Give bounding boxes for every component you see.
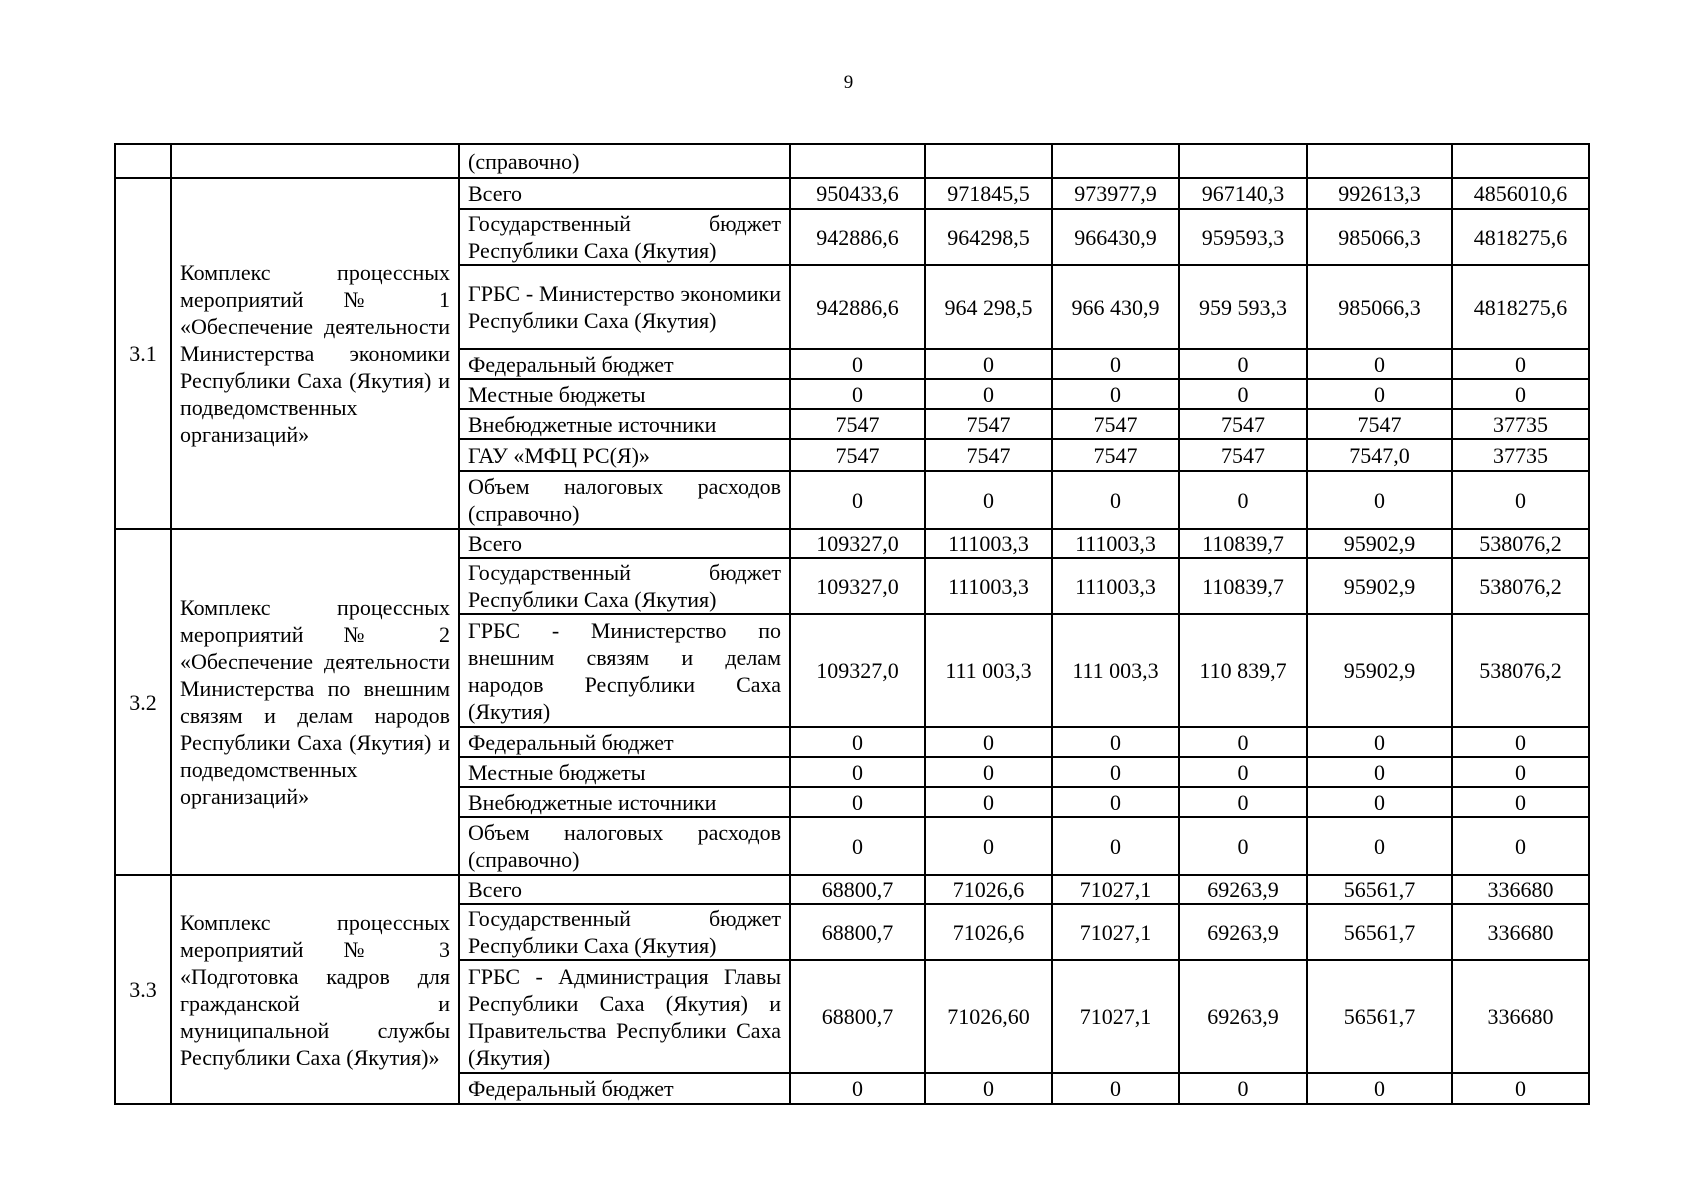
value-cell: 538076,2 — [1452, 558, 1589, 614]
table-row — [115, 529, 1589, 558]
complex-name-cell — [171, 178, 459, 529]
value-cell: 37735 — [1452, 409, 1589, 439]
value-cell: 7547 — [1052, 409, 1179, 439]
value-cell: 0 — [925, 1073, 1052, 1104]
complex-name: Комплекс процессных мероприятий № 3 «Подготовка кадров для гражданской и муниципальной службы Республики Саха (Якутия)» — [180, 909, 450, 1070]
value-cell: 950433,6 — [790, 178, 925, 209]
value-cell: 56561,7 — [1307, 904, 1452, 960]
value-cell: 985066,3 — [1307, 209, 1452, 265]
value-cell: 0 — [1307, 379, 1452, 409]
value-cell: 56561,7 — [1307, 875, 1452, 904]
value-cell: 538076,2 — [1452, 529, 1589, 558]
value-cell: 538076,2 — [1452, 614, 1589, 727]
value-cell: 0 — [1452, 379, 1589, 409]
source-cell: Внебюджетные источники — [459, 787, 790, 817]
value-cell: 0 — [1452, 471, 1589, 529]
source-cell: Объем налоговых расходов (справочно) — [459, 817, 790, 875]
value-cell: 0 — [790, 817, 925, 875]
value-cell — [790, 144, 925, 178]
value-cell: 111003,3 — [1052, 558, 1179, 614]
value-cell: 0 — [1307, 349, 1452, 379]
source-cell: (справочно) — [459, 144, 790, 178]
value-cell: 111 003,3 — [1052, 614, 1179, 727]
value-cell: 973977,9 — [1052, 178, 1179, 209]
row-number-cell: 3.2 — [115, 529, 171, 875]
value-cell: 4856010,6 — [1452, 178, 1589, 209]
value-cell: 0 — [1179, 787, 1307, 817]
value-cell: 0 — [790, 787, 925, 817]
value-cell: 0 — [1052, 349, 1179, 379]
value-cell: 7547 — [1052, 439, 1179, 471]
value-cell: 56561,7 — [1307, 960, 1452, 1073]
value-cell: 0 — [790, 379, 925, 409]
complex-name-cell — [171, 875, 459, 1104]
value-cell: 0 — [1052, 787, 1179, 817]
value-cell: 111003,3 — [925, 558, 1052, 614]
value-cell: 0 — [925, 471, 1052, 529]
value-cell: 109327,0 — [790, 558, 925, 614]
value-cell: 69263,9 — [1179, 960, 1307, 1073]
value-cell — [1052, 144, 1179, 178]
value-cell: 0 — [1452, 787, 1589, 817]
source-cell: Государственный бюджет Республики Саха (Якутия) — [459, 904, 790, 960]
value-cell: 0 — [1452, 1073, 1589, 1104]
source-cell: Всего — [459, 529, 790, 558]
source-cell: ГРБС - Министерство экономики Республики Саха (Якутия) — [459, 265, 790, 349]
source-cell: Местные бюджеты — [459, 757, 790, 787]
value-cell: 0 — [1052, 1073, 1179, 1104]
page-number: 9 — [843, 72, 854, 93]
source-cell: Государственный бюджет Республики Саха (Якутия) — [459, 558, 790, 614]
value-cell: 0 — [790, 349, 925, 379]
value-cell: 985066,3 — [1307, 265, 1452, 349]
value-cell: 111 003,3 — [925, 614, 1052, 727]
value-cell: 7547 — [790, 409, 925, 439]
value-cell: 109327,0 — [790, 614, 925, 727]
value-cell: 95902,9 — [1307, 614, 1452, 727]
value-cell: 110839,7 — [1179, 529, 1307, 558]
value-cell: 0 — [1179, 349, 1307, 379]
row-number-cell: 3.3 — [115, 875, 171, 1104]
source-cell: ГРБС - Министерство по внешним связям и делам народов Республики Саха (Якутия) — [459, 614, 790, 727]
source-cell: Федеральный бюджет — [459, 349, 790, 379]
value-cell: 0 — [1452, 349, 1589, 379]
value-cell: 68800,7 — [790, 904, 925, 960]
table-row — [115, 144, 1589, 178]
value-cell: 0 — [1307, 787, 1452, 817]
value-cell: 966 430,9 — [1052, 265, 1179, 349]
value-cell: 0 — [1179, 471, 1307, 529]
value-cell: 0 — [790, 757, 925, 787]
value-cell: 111003,3 — [925, 529, 1052, 558]
value-cell: 336680 — [1452, 960, 1589, 1073]
value-cell: 0 — [1307, 817, 1452, 875]
value-cell: 959593,3 — [1179, 209, 1307, 265]
value-cell: 0 — [790, 727, 925, 757]
value-cell: 0 — [925, 757, 1052, 787]
value-cell: 992613,3 — [1307, 178, 1452, 209]
value-cell: 4818275,6 — [1452, 209, 1589, 265]
value-cell — [1179, 144, 1307, 178]
source-cell: Внебюджетные источники — [459, 409, 790, 439]
value-cell: 0 — [1452, 727, 1589, 757]
value-cell: 0 — [790, 1073, 925, 1104]
value-cell: 110839,7 — [1179, 558, 1307, 614]
value-cell: 0 — [1052, 379, 1179, 409]
value-cell: 71026,6 — [925, 875, 1052, 904]
value-cell: 68800,7 — [790, 960, 925, 1073]
complex-name-cell — [171, 529, 459, 875]
complex-name: Комплекс процессных мероприятий № 2 «Обеспечение деятельности Министерства по внешним связям и делам народов Республики Саха (Якутия) и подведомственных организаций» — [180, 595, 450, 809]
value-cell: 111003,3 — [1052, 529, 1179, 558]
source-cell: Всего — [459, 178, 790, 209]
value-cell: 0 — [1179, 727, 1307, 757]
value-cell: 71026,60 — [925, 960, 1052, 1073]
value-cell: 0 — [1052, 727, 1179, 757]
value-cell: 0 — [1452, 757, 1589, 787]
value-cell: 964 298,5 — [925, 265, 1052, 349]
value-cell: 68800,7 — [790, 875, 925, 904]
value-cell: 0 — [1179, 817, 1307, 875]
value-cell — [1452, 144, 1589, 178]
table-row — [115, 178, 1589, 209]
value-cell: 95902,9 — [1307, 529, 1452, 558]
value-cell: 71027,1 — [1052, 904, 1179, 960]
value-cell: 0 — [925, 349, 1052, 379]
value-cell: 7547 — [1179, 439, 1307, 471]
value-cell: 959 593,3 — [1179, 265, 1307, 349]
value-cell: 7547,0 — [1307, 439, 1452, 471]
funding-table — [114, 143, 1590, 1105]
value-cell: 0 — [1307, 727, 1452, 757]
value-cell: 37735 — [1452, 439, 1589, 471]
value-cell: 971845,5 — [925, 178, 1052, 209]
value-cell: 0 — [1179, 1073, 1307, 1104]
value-cell: 4818275,6 — [1452, 265, 1589, 349]
value-cell: 0 — [1179, 757, 1307, 787]
source-cell: ГАУ «МФЦ РС(Я)» — [459, 439, 790, 471]
value-cell: 964298,5 — [925, 209, 1052, 265]
value-cell: 0 — [925, 817, 1052, 875]
source-cell: Объем налоговых расходов (справочно) — [459, 471, 790, 529]
value-cell: 0 — [1307, 471, 1452, 529]
value-cell: 966430,9 — [1052, 209, 1179, 265]
source-cell: Федеральный бюджет — [459, 1073, 790, 1104]
value-cell: 69263,9 — [1179, 875, 1307, 904]
value-cell: 0 — [1179, 379, 1307, 409]
value-cell: 71027,1 — [1052, 960, 1179, 1073]
value-cell: 0 — [1307, 757, 1452, 787]
value-cell: 0 — [1452, 817, 1589, 875]
table-row — [115, 875, 1589, 904]
value-cell: 7547 — [790, 439, 925, 471]
value-cell: 109327,0 — [790, 529, 925, 558]
value-cell: 7547 — [925, 439, 1052, 471]
value-cell: 0 — [1307, 1073, 1452, 1104]
value-cell: 0 — [1052, 817, 1179, 875]
value-cell: 71026,6 — [925, 904, 1052, 960]
value-cell: 7547 — [1307, 409, 1452, 439]
value-cell: 0 — [1052, 757, 1179, 787]
value-cell: 942886,6 — [790, 265, 925, 349]
value-cell: 0 — [925, 787, 1052, 817]
value-cell: 69263,9 — [1179, 904, 1307, 960]
value-cell: 0 — [925, 727, 1052, 757]
value-cell: 7547 — [925, 409, 1052, 439]
source-cell: Всего — [459, 875, 790, 904]
value-cell: 0 — [790, 471, 925, 529]
source-cell: ГРБС - Администрация Главы Республики Саха (Якутия) и Правительства Республики Саха (Якутия) — [459, 960, 790, 1073]
value-cell: 71027,1 — [1052, 875, 1179, 904]
value-cell: 110 839,7 — [1179, 614, 1307, 727]
value-cell: 0 — [925, 379, 1052, 409]
value-cell: 967140,3 — [1179, 178, 1307, 209]
complex-name-cell — [171, 144, 459, 178]
source-cell: Федеральный бюджет — [459, 727, 790, 757]
value-cell — [1307, 144, 1452, 178]
complex-name: Комплекс процессных мероприятий № 1 «Обеспечение деятельности Министерства экономики Республики Саха (Якутия) и подведомственных организаций» — [180, 260, 450, 447]
value-cell: 7547 — [1179, 409, 1307, 439]
value-cell: 942886,6 — [790, 209, 925, 265]
value-cell: 95902,9 — [1307, 558, 1452, 614]
row-number-cell — [115, 144, 171, 178]
value-cell: 0 — [1052, 471, 1179, 529]
value-cell: 336680 — [1452, 904, 1589, 960]
value-cell — [925, 144, 1052, 178]
source-cell: Государственный бюджет Республики Саха (Якутия) — [459, 209, 790, 265]
row-number-cell: 3.1 — [115, 178, 171, 529]
value-cell: 336680 — [1452, 875, 1589, 904]
source-cell: Местные бюджеты — [459, 379, 790, 409]
